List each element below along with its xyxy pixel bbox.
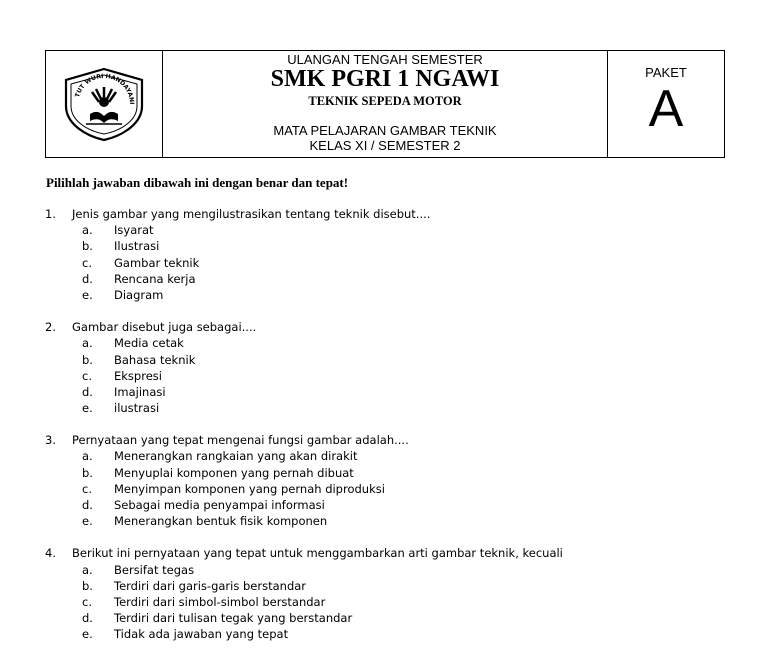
option-e xyxy=(0,287,768,303)
option-text: Rencana kerja xyxy=(114,271,196,286)
option-c xyxy=(0,368,768,384)
option-text: Ekspresi xyxy=(114,368,162,383)
question-number: 4. xyxy=(45,546,56,561)
option-b xyxy=(0,578,768,594)
option-letter: b. xyxy=(82,239,93,254)
question-number: 3. xyxy=(45,433,56,448)
option-text: Terdiri dari simbol-simbol berstandar xyxy=(114,594,326,609)
option-text: Menyuplai komponen yang pernah dibuat xyxy=(114,465,354,480)
option-text: Terdiri dari garis-garis berstandar xyxy=(114,578,307,593)
question-number: 1. xyxy=(45,207,56,221)
option-b xyxy=(0,352,768,368)
option-letter: d. xyxy=(82,611,93,626)
option-letter: d. xyxy=(82,271,93,286)
question-text: Pernyataan yang tepat mengenai fungsi gambar adalah.... xyxy=(72,433,409,448)
option-letter: c. xyxy=(82,255,92,270)
option-text: ilustrasi xyxy=(114,401,160,416)
paket-label: PAKET xyxy=(645,65,687,80)
class-semester: KELAS XI / SEMESTER 2 xyxy=(309,138,461,153)
exam-title: ULANGAN TENGAH SEMESTER xyxy=(287,52,483,67)
option-text: Bersifat tegas xyxy=(114,562,195,577)
exam-header xyxy=(45,50,725,158)
option-letter: b. xyxy=(82,352,93,367)
option-text: Media cetak xyxy=(114,336,184,351)
question-line xyxy=(0,206,768,222)
option-letter: a. xyxy=(82,223,93,238)
option-a xyxy=(0,562,768,578)
option-a xyxy=(0,335,768,351)
question-line xyxy=(0,545,768,561)
option-text: Terdiri dari tulisan tegak yang berstandar xyxy=(114,611,353,626)
option-e xyxy=(0,513,768,529)
option-c xyxy=(0,481,768,497)
option-text: Gambar teknik xyxy=(114,255,200,270)
option-b xyxy=(0,238,768,254)
question-3 xyxy=(0,432,768,529)
instruction-text: Pilihlah jawaban dibawah ini dengan benar dan tepat! xyxy=(46,175,349,190)
option-letter: e. xyxy=(82,401,93,416)
option-letter: a. xyxy=(82,449,93,464)
option-text: Ilustrasi xyxy=(114,239,160,254)
option-letter: e. xyxy=(82,514,93,529)
option-c xyxy=(0,255,768,271)
question-text: Jenis gambar yang mengilustrasikan tentang teknik disebut.... xyxy=(72,207,431,221)
option-letter: c. xyxy=(82,368,92,383)
option-d xyxy=(0,271,768,287)
option-text: Isyarat xyxy=(114,223,154,238)
paket-cell xyxy=(608,51,724,157)
question-2 xyxy=(0,319,768,416)
title-cell xyxy=(163,51,608,157)
department-name: TEKNIK SEPEDA MOTOR xyxy=(308,94,462,108)
option-d xyxy=(0,610,768,626)
option-text: Imajinasi xyxy=(114,384,166,399)
option-letter: b. xyxy=(82,578,93,593)
question-line xyxy=(0,432,768,448)
question-number: 2. xyxy=(45,320,56,335)
option-text: Menerangkan rangkaian yang akan dirakit xyxy=(114,449,358,464)
option-text: Menyimpan komponen yang pernah diproduksi xyxy=(114,481,385,496)
option-a xyxy=(0,448,768,464)
option-letter: d. xyxy=(82,498,93,512)
option-d xyxy=(0,384,768,400)
option-letter: d. xyxy=(82,384,93,399)
question-text: Berikut ini pernyataan yang tepat untuk menggambarkan arti gambar teknik, kecuali xyxy=(72,546,563,561)
option-text: Bahasa teknik xyxy=(114,352,196,367)
question-1 xyxy=(0,206,768,303)
option-text: Diagram xyxy=(114,287,164,302)
option-letter: b. xyxy=(82,465,93,480)
question-text: Gambar disebut juga sebagai.... xyxy=(72,320,257,335)
option-letter: a. xyxy=(82,562,93,577)
svg-text:TUT WURI HANDAYANI: TUT WURI HANDAYANI xyxy=(73,72,136,105)
option-e xyxy=(0,626,768,642)
school-name: SMK PGRI 1 NGAWI xyxy=(270,66,500,92)
option-a xyxy=(0,222,768,238)
option-b xyxy=(0,465,768,481)
option-text: Tidak ada jawaban yang tepat xyxy=(114,627,289,642)
option-letter: c. xyxy=(82,594,92,609)
option-letter: a. xyxy=(82,336,93,351)
option-c xyxy=(0,594,768,610)
option-letter: e. xyxy=(82,287,93,302)
option-letter: e. xyxy=(82,627,93,642)
question-line xyxy=(0,319,768,335)
option-text: Menerangkan bentuk fisik komponen xyxy=(114,514,328,529)
logo-cell xyxy=(46,51,163,157)
question-4 xyxy=(0,545,768,642)
tut-wuri-handayani-logo xyxy=(60,66,148,142)
option-d xyxy=(0,497,768,513)
option-text: Sebagai media penyampai informasi xyxy=(114,498,325,512)
option-letter: c. xyxy=(82,481,92,496)
question-list xyxy=(0,206,768,659)
option-e xyxy=(0,400,768,416)
subject-name: MATA PELAJARAN GAMBAR TEKNIK xyxy=(273,123,497,138)
paket-letter: A xyxy=(648,80,684,138)
